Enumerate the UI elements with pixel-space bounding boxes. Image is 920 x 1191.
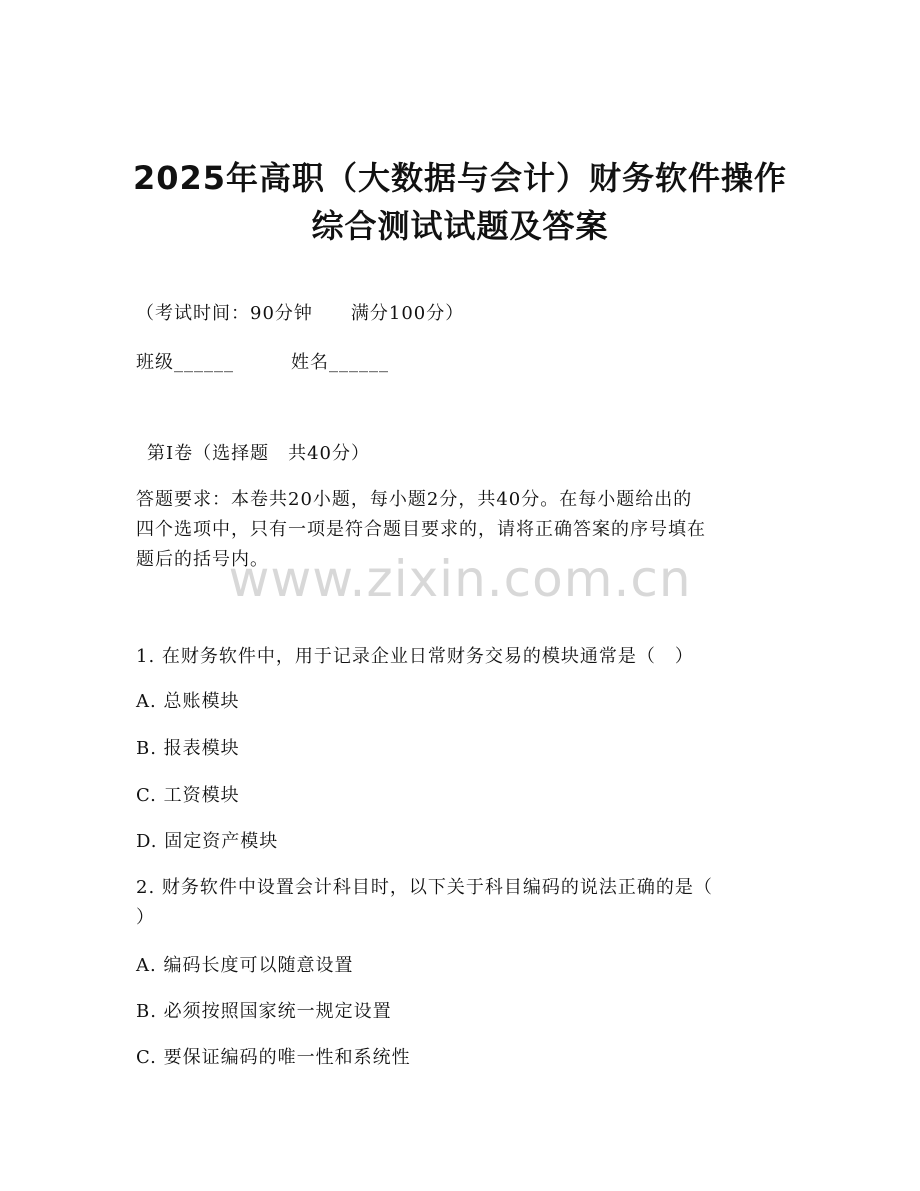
instructions-line-1: 答题要求：本卷共20小题，每小题2分，共40分。在每小题给出的 [136, 489, 693, 510]
exam-info: （考试时间：90分钟 满分100分） [136, 303, 465, 324]
question-2-stem-line1: 2. 财务软件中设置会计科目时，以下关于科目编码的说法正确的是（ [136, 877, 713, 898]
question-2-option-a: A. 编码长度可以随意设置 [136, 955, 354, 976]
instructions-line-3: 题后的括号内。 [136, 549, 269, 570]
student-fields: 班级______ 姓名______ [136, 352, 389, 373]
section-title: 第Ⅰ卷（选择题 共40分） [147, 443, 371, 464]
question-1-option-b: B. 报表模块 [136, 738, 240, 759]
question-1-stem: 1. 在财务软件中，用于记录企业日常财务交易的模块通常是（ ） [136, 646, 694, 667]
question-2-option-c: C. 要保证编码的唯一性和系统性 [136, 1047, 411, 1068]
question-1-option-c: C. 工资模块 [136, 785, 240, 806]
question-2-option-b: B. 必须按照国家统一规定设置 [136, 1001, 392, 1022]
exam-title-line2: 综合测试试题及答案 [311, 207, 609, 245]
question-1-option-d: D. 固定资产模块 [136, 831, 279, 852]
exam-title-line1: 2025年高职（大数据与会计）财务软件操作 [132, 159, 788, 197]
question-1-option-a: A. 总账模块 [136, 691, 240, 712]
question-2-stem-line2: ） [136, 907, 155, 928]
instructions-line-2: 四个选项中，只有一项是符合题目要求的，请将正确答案的序号填在 [136, 519, 706, 540]
watermark: www.zixin.com.cn [228, 550, 692, 608]
